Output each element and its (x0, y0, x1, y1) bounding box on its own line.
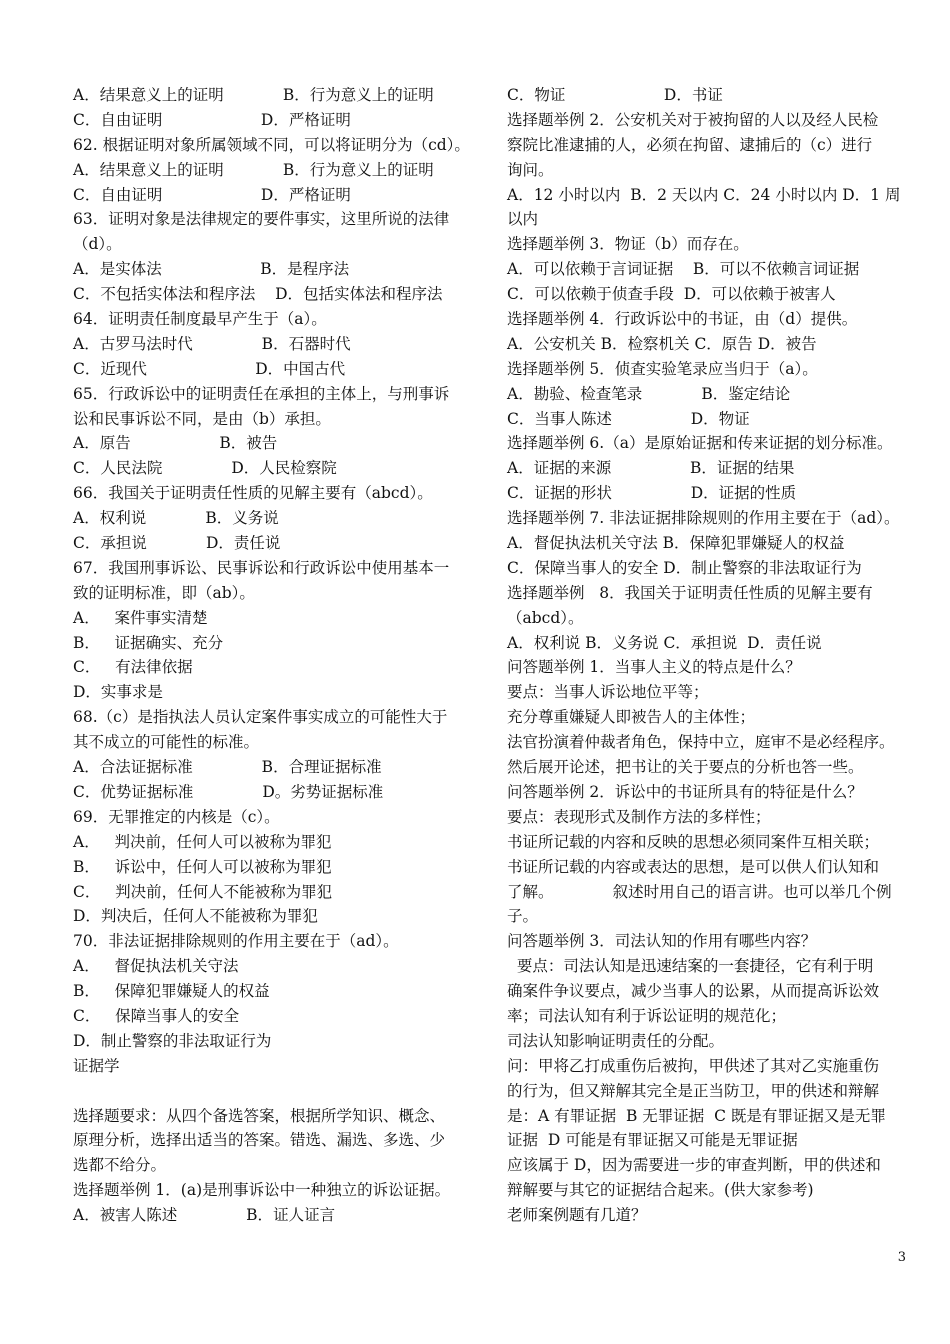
text-line: 老师案例题有几道？ (507, 1206, 647, 1225)
text-line: C． 保障当事人的安全 (73, 1006, 240, 1025)
text-line: 要点：司法认知是迅速结案的一套捷径，它有利于明 (507, 957, 874, 976)
text-line: 应该属于 D，因为需要进一步的审查判断，甲的供述和 (507, 1156, 881, 1175)
text-line: 选择题举例 5．侦查实验笔录应当归于（a）。 (507, 359, 818, 378)
text-line: 问答题举例 1．当事人主义的特点是什么？ (507, 658, 801, 677)
text-line: 选择题举例 2．公安机关对于被拘留的人以及经人民检 (507, 110, 879, 129)
text-line: C． 有法律依据 (73, 658, 193, 677)
text-line: 司法认知影响证明责任的分配。 (507, 1031, 725, 1050)
text-line: 辩解要与其它的证据结合起来。(供大家参考) (507, 1181, 814, 1200)
page-number: 3 (897, 1250, 906, 1265)
text-line: D．制止警察的非法取证行为 (73, 1031, 272, 1050)
text-line: A．可以依赖于言词证据 B．可以不依赖言词证据 (507, 260, 860, 279)
text-line: 了解。 叙述时用自己的语言讲。也可以举几个例 (507, 882, 892, 901)
text-line: C．可以依赖于侦查手段 D．可以依赖于被害人 (507, 285, 836, 304)
text-line: A． 判决前，任何人可以被称为罪犯 (73, 832, 332, 851)
text-line: D．判决后，任何人不能被称为罪犯 (73, 907, 318, 926)
text-line: 62. 根据证明对象所属领域不同，可以将证明分为（cd）。 (73, 135, 470, 154)
text-line: 率；司法认知有利于诉讼证明的规范化； (507, 1006, 787, 1025)
text-line: A． 督促执法机关守法 (73, 957, 239, 976)
text-line: A．权利说 B．义务说 (73, 509, 279, 528)
text-line: （d）。 (73, 235, 122, 254)
text-line: 致的证明标准，即（ab）。 (73, 583, 255, 602)
text-line: A．是实体法 B．是程序法 (73, 260, 350, 279)
text-line: 问答题举例 2．诉讼中的书证所具有的特征是什么？ (507, 782, 863, 801)
text-line: 书证所记载的内容或表达的思想，是可以供人们认知和 (507, 857, 880, 876)
text-line: 70．非法证据排除规则的作用主要在于（ad）。 (73, 932, 399, 951)
text-line: 确案件争议要点，减少当事人的讼累，从而提高诉讼效 (507, 982, 880, 1001)
text-line: A．结果意义上的证明 B．行为意义上的证明 (73, 86, 434, 104)
text-line: 原理分析，选择出适当的答案。错选、漏选、多选、少 (73, 1131, 446, 1150)
text-line: 63．证明对象是法律规定的要件事实，这里所说的法律 (73, 210, 450, 229)
text-line: 选择题举例 1．(a)是刑事诉讼中一种独立的诉讼证据。 (73, 1181, 451, 1200)
text-line: 选择题举例 8．我国关于证明责任性质的见解主要有 (507, 583, 873, 602)
text-line: 66．我国关于证明责任性质的见解主要有（abcd）。 (73, 484, 433, 503)
text-line: 问答题举例 3．司法认知的作用有哪些内容？ (507, 932, 817, 951)
text-line: 证据学 (73, 1056, 120, 1075)
text-line: A．证据的来源 B．证据的结果 (507, 459, 795, 478)
text-line: 其不成立的可能性的标准。 (73, 733, 260, 752)
text-line: C．优势证据标准 D。劣势证据标准 (73, 782, 384, 801)
text-line: 64．证明责任制度最早产生于（a）。 (73, 310, 327, 329)
text-line: 选择题举例 6.（a）是原始证据和传来证据的划分标准。 (507, 434, 893, 453)
text-line: C．承担说 D．责任说 (73, 534, 281, 553)
text-line: 68.（c）是指执法人员认定案件事实成立的可能性大于 (73, 708, 448, 727)
text-line: 要点：当事人诉讼地位平等； (507, 683, 709, 702)
text-line: C．不包括实体法和程序法 D．包括实体法和程序法 (73, 285, 443, 304)
text-line: B． 证据确实、充分 (73, 633, 224, 652)
text-line: B． 诉讼中，任何人可以被称为罪犯 (73, 857, 332, 876)
text-line: 69．无罪推定的内核是（c）。 (73, 807, 280, 826)
text-line: C．自由证明 D．严格证明 (73, 185, 351, 204)
text-line: C．物证 D．书证 (507, 86, 723, 104)
text-line: A．被害人陈述 B．证人证言 (73, 1206, 336, 1225)
text-line: A．勘验、检查笔录 B．鉴定结论 (507, 384, 791, 403)
text-line: D．实事求是 (73, 683, 163, 702)
text-line: 选择题举例 7. 非法证据排除规则的作用主要在于（ad）。 (507, 509, 900, 528)
text-line: 证据 D 可能是有罪证据又可能是无罪证据 (507, 1131, 798, 1150)
text-line: 询问。 (507, 160, 554, 179)
text-line: A．督促执法机关守法 B．保障犯罪嫌疑人的权益 (507, 534, 845, 553)
text-line: A．权利说 B．义务说 C．承担说 D．责任说 (507, 633, 822, 652)
text-line: 选择题举例 3．物证（b）而存在。 (507, 235, 749, 254)
text-line: 以内 (507, 210, 539, 229)
text-line (73, 1079, 478, 1104)
text-line: 讼和民事诉讼不同，是由（b）承担。 (73, 409, 331, 428)
text-line: 的行为，但又辩解其完全是正当防卫，甲的供述和辩解 (507, 1081, 880, 1100)
text-line: 子。 (507, 907, 539, 926)
text-line: 法官扮演着仲裁者角色，保持中立，庭审不是必经程序。 (507, 733, 895, 752)
text-line: 65．行政诉讼中的证明责任在承担的主体上，与刑事诉 (73, 384, 450, 403)
text-line: 书证所记载的内容和反映的思想必须同案件互相关联； (507, 832, 880, 851)
text-line: C．人民法院 D．人民检察院 (73, 459, 337, 478)
text-line: A．结果意义上的证明 B．行为意义上的证明 (73, 160, 434, 179)
text-line: 要点：表现形式及制作方法的多样性； (507, 807, 771, 826)
text-line: C． 判决前，任何人不能被称为罪犯 (73, 882, 333, 901)
text-line: B． 保障犯罪嫌疑人的权益 (73, 982, 270, 1001)
text-line: 充分尊重嫌疑人即被告人的主体性； (507, 708, 756, 727)
text-line: 然后展开论述，把书让的关于要点的分析也答一些。 (507, 758, 864, 777)
right-column (507, 83, 912, 1228)
text-line: A．公安机关 B．检察机关 C．原告 D．被告 (507, 334, 817, 353)
text-line: C．当事人陈述 D．物证 (507, 409, 750, 428)
text-line: A．合法证据标准 B．合理证据标准 (73, 758, 382, 777)
text-line: 察院比准逮捕的人，必须在拘留、逮捕后的（c）进行 (507, 135, 873, 154)
text-line: 选择题举例 4．行政诉讼中的书证，由（d）提供。 (507, 310, 858, 329)
left-column (73, 83, 478, 1228)
text-line: C．证据的形状 D．证据的性质 (507, 484, 797, 503)
text-line: 是：A 有罪证据 B 无罪证据 C 既是有罪证据又是无罪 (507, 1106, 886, 1125)
text-line: 问：甲将乙打成重伤后被拘，甲供述了其对乙实施重伤 (507, 1056, 880, 1075)
text-line: 选择题要求：从四个备选答案，根据所学知识、概念、 (73, 1106, 446, 1125)
text-line: 选都不给分。 (73, 1156, 167, 1175)
text-line: C．自由证明 D．严格证明 (73, 110, 351, 129)
text-line: C．近现代 D．中国古代 (73, 359, 346, 378)
text-line: C．保障当事人的安全 D．制止警察的非法取证行为 (507, 558, 862, 577)
text-line: A．12 小时以内 B．2 天以内 C．24 小时以内 D．1 周 (507, 185, 901, 204)
text-line: A．原告 B．被告 (73, 434, 278, 453)
text-line: A． 案件事实清楚 (73, 608, 208, 627)
text-line: 67．我国刑事诉讼、民事诉讼和行政诉讼中使用基本一 (73, 558, 450, 577)
text-line: A．古罗马法时代 B．石器时代 (73, 334, 351, 353)
text-line: （abcd）。 (507, 608, 584, 627)
